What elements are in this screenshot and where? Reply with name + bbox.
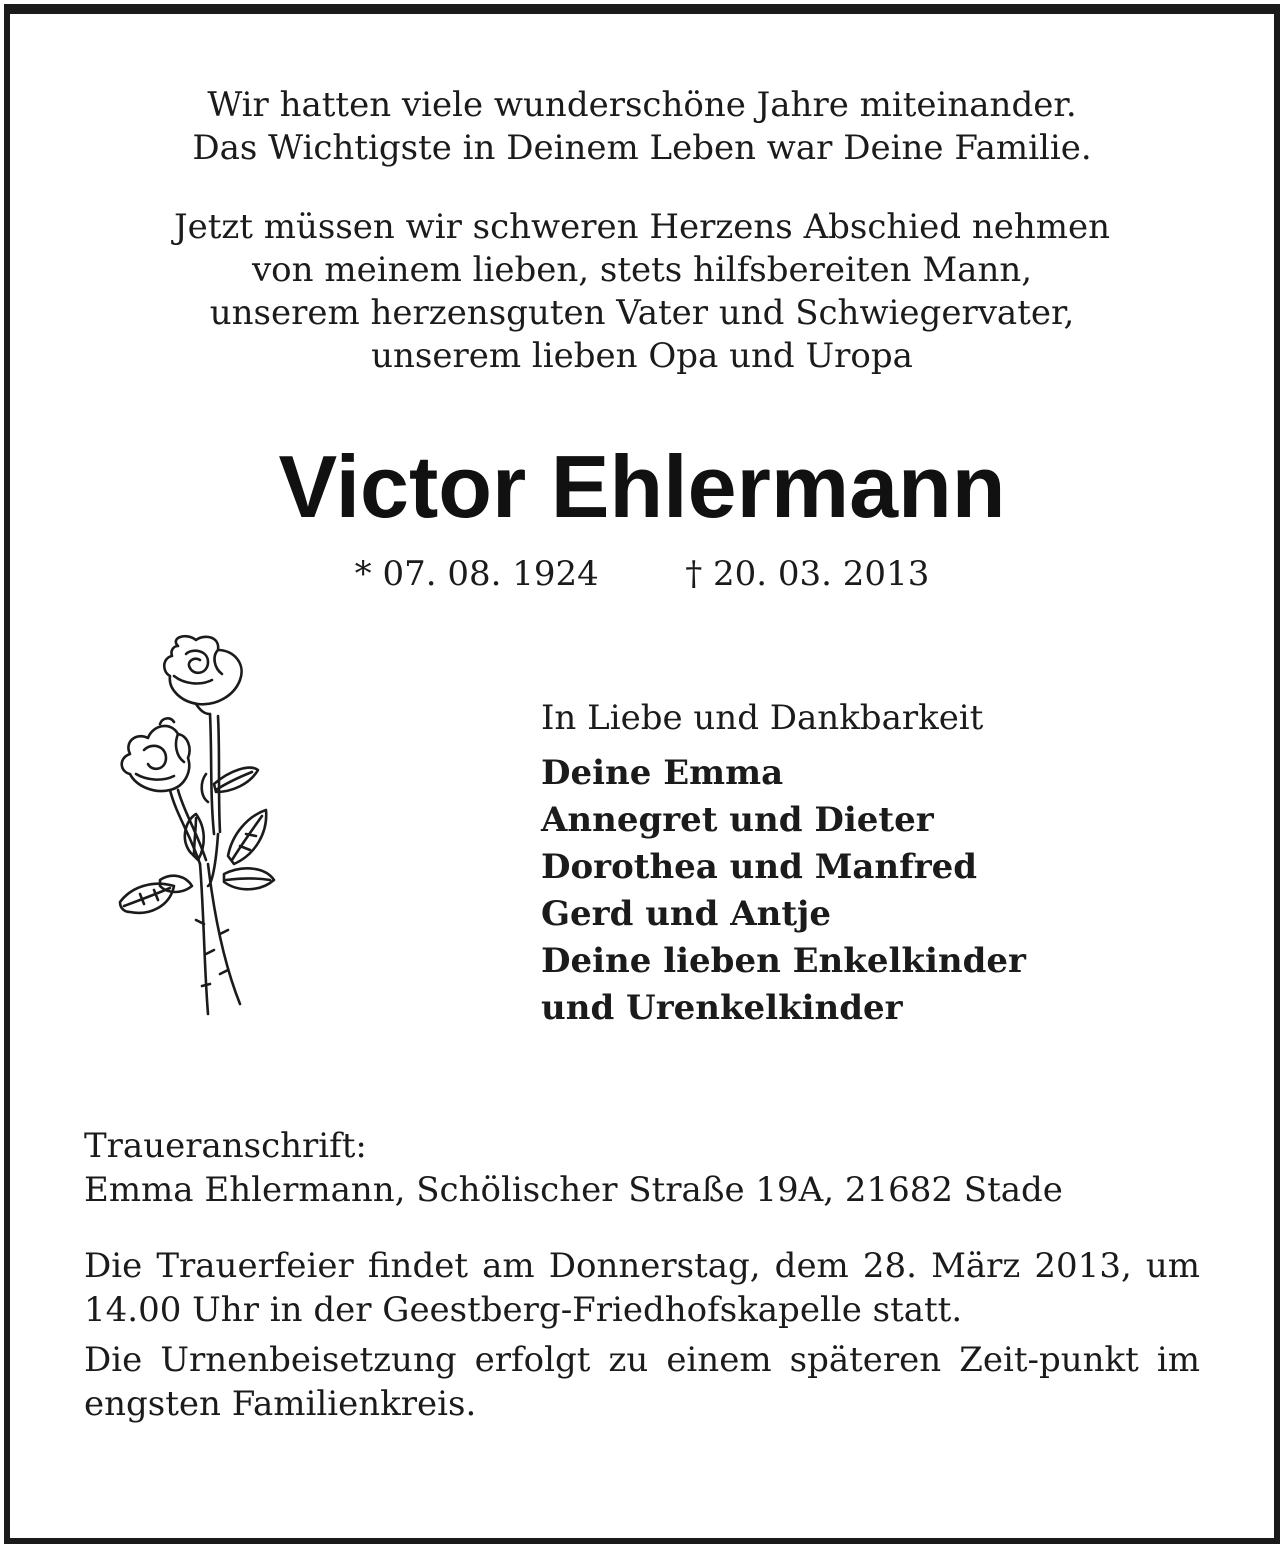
deceased-name: Victor Ehlermann (278, 437, 1006, 536)
mourner-name: Deine Emma (541, 753, 784, 793)
farewell-line: Jetzt müssen wir schweren Herzens Abschied nehmen (173, 207, 1111, 247)
death-date: † 20. 03. 2013 (685, 554, 930, 594)
mourner-name: Annegret und Dieter (541, 800, 934, 840)
address-value: Emma Ehlermann, Schölischer Straße 19A, 21682 Stade (84, 1170, 1063, 1210)
mourner-name: und Urenkelkinder (541, 988, 903, 1028)
mourner-name: Deine lieben Enkelkinder (541, 941, 1026, 981)
address-label: Traueranschrift: (84, 1126, 367, 1166)
rose-illustration-icon (100, 624, 280, 1024)
life-dates (10, 552, 1274, 596)
farewell-text (10, 206, 1274, 378)
intro-text (10, 84, 1274, 170)
mourners-block (541, 692, 1241, 1032)
intro-line: Das Wichtigste in Deinem Leben war Deine Familie. (192, 128, 1092, 168)
intro-line: Wir hatten viele wunderschöne Jahre miteinander. (207, 85, 1077, 125)
obituary-notice (4, 4, 1280, 1544)
farewell-line: von meinem lieben, stets hilfsbereiten Mann, (251, 250, 1033, 290)
farewell-line: unserem lieben Opa und Uropa (371, 336, 913, 376)
birth-date: * 07. 08. 1924 (354, 554, 599, 594)
mourner-name: Gerd und Antje (541, 894, 831, 934)
mourners-list (541, 750, 1241, 1032)
farewell-line: unserem herzensguten Vater und Schwiegervater, (209, 293, 1075, 333)
funeral-service-text: Die Trauerfeier findet am Donnerstag, dem 28. März 2013, um 14.00 Uhr in der Geestberg-Friedhofskapelle statt. (84, 1246, 1200, 1330)
urn-burial-text: Die Urnenbeisetzung erfolgt zu einem späteren Zeit-punkt im engsten Familienkreis. (84, 1340, 1200, 1424)
mourning-address (84, 1124, 1214, 1212)
mourners-lead: In Liebe und Dankbarkeit (541, 698, 984, 738)
mourner-name: Dorothea und Manfred (541, 847, 978, 887)
ceremony-info (84, 1244, 1200, 1432)
